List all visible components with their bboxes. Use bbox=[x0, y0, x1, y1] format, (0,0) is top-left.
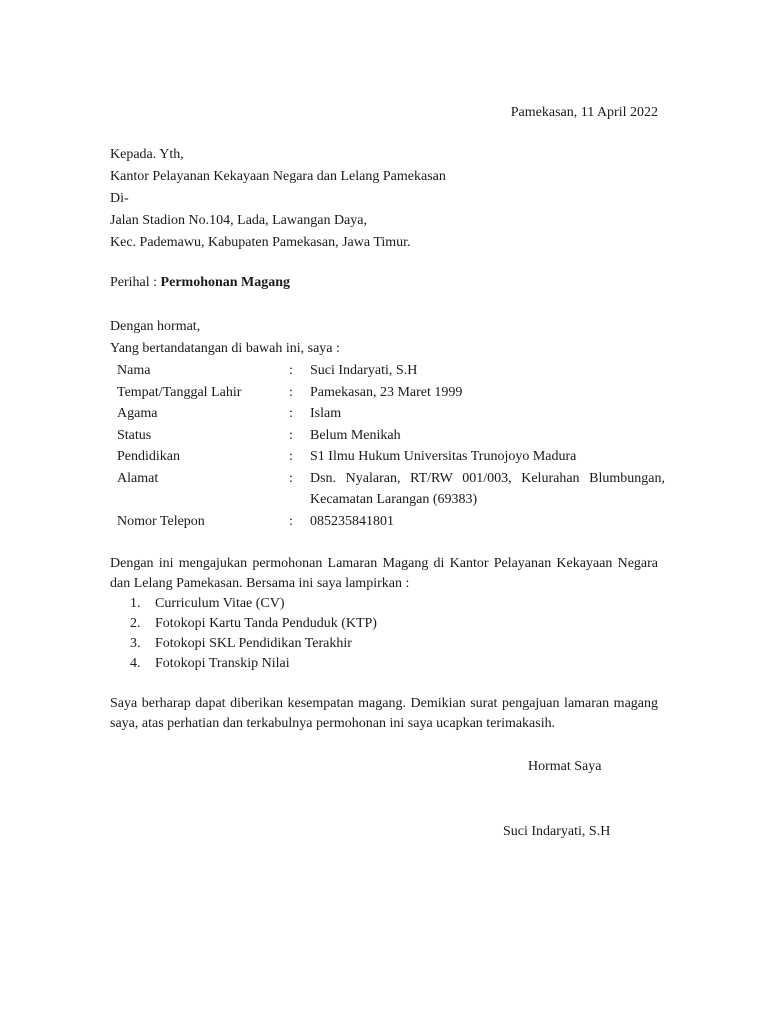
identity-row bbox=[113, 446, 665, 468]
identity-colon: : bbox=[289, 470, 293, 486]
identity-label: Status bbox=[117, 427, 152, 443]
list-item bbox=[130, 654, 377, 674]
identity-table bbox=[113, 360, 665, 532]
identity-colon: : bbox=[289, 427, 293, 443]
identity-value: 085235841801 bbox=[310, 513, 394, 529]
recipient-di: Di- bbox=[110, 191, 129, 206]
recipient-address-region: Kec. Pademawu, Kabupaten Pamekasan, Jawa Timur. bbox=[110, 235, 411, 250]
identity-value: Islam bbox=[310, 406, 342, 421]
list-item-number: 4. bbox=[130, 656, 141, 671]
application-paragraph: Dengan ini mengajukan permohonan Lamaran Magang di Kantor Pelayanan Kekayaan Negara dan Lelang Pamekasan. Bersama ini saya lampirkan : bbox=[110, 556, 658, 591]
identity-value: S1 Ilmu Hukum Universitas Trunojoyo Madura bbox=[310, 449, 577, 464]
list-item-text: Fotokopi Kartu Tanda Penduduk (KTP) bbox=[155, 616, 377, 631]
list-item bbox=[130, 594, 377, 614]
list-item bbox=[130, 634, 377, 654]
closing-paragraph: Saya berharap dapat diberikan kesempatan magang. Demikian surat pengajuan lamaran magang saya, atas perhatian dan terkabulnya permohonan ini saya ucapkan terimakasih. bbox=[110, 696, 658, 731]
subject-value: Permohonan Magang bbox=[160, 275, 291, 290]
list-item-text: Fotokopi Transkip Nilai bbox=[155, 656, 290, 671]
identity-colon: : bbox=[289, 513, 293, 529]
subject-line bbox=[110, 274, 290, 292]
identity-row bbox=[113, 360, 665, 382]
greeting: Dengan hormat, bbox=[110, 319, 201, 334]
identity-label: Agama bbox=[117, 406, 158, 421]
list-item-number: 2. bbox=[130, 616, 141, 631]
identity-value: Belum Menikah bbox=[310, 427, 401, 443]
list-item bbox=[130, 614, 377, 634]
intro-text: Yang bertandatangan di bawah ini, saya : bbox=[110, 341, 340, 356]
identity-row bbox=[113, 425, 665, 447]
identity-label: Tempat/Tanggal Lahir bbox=[117, 384, 242, 400]
signer-name: Suci Indaryati, S.H bbox=[503, 824, 611, 839]
identity-colon: : bbox=[289, 384, 293, 400]
identity-colon: : bbox=[289, 406, 293, 421]
identity-row bbox=[113, 468, 665, 511]
identity-label: Nama bbox=[117, 363, 151, 378]
list-item-text: Curriculum Vitae (CV) bbox=[155, 596, 285, 611]
recipient-office: Kantor Pelayanan Kekayaan Negara dan Lelang Pamekasan bbox=[110, 169, 446, 184]
identity-label: Alamat bbox=[117, 470, 159, 486]
recipient-address-street: Jalan Stadion No.104, Lada, Lawangan Daya, bbox=[110, 213, 367, 228]
list-item-text: Fotokopi SKL Pendidikan Terakhir bbox=[155, 636, 352, 651]
identity-row bbox=[113, 403, 665, 425]
subject-label: Perihal : bbox=[110, 275, 161, 290]
identity-row bbox=[113, 382, 665, 404]
identity-value: Pamekasan, 23 Maret 1999 bbox=[310, 384, 463, 400]
identity-colon: : bbox=[289, 363, 293, 378]
place-date: Pamekasan, 11 April 2022 bbox=[510, 105, 658, 120]
identity-row bbox=[113, 511, 665, 533]
identity-label: Nomor Telepon bbox=[117, 513, 205, 529]
identity-colon: : bbox=[289, 449, 293, 464]
closing-salutation: Hormat Saya bbox=[528, 759, 602, 774]
list-item-number: 3. bbox=[130, 636, 141, 651]
recipient-salutation: Kepada. Yth, bbox=[110, 147, 184, 162]
list-item-number: 1. bbox=[130, 596, 141, 611]
attachment-list bbox=[130, 594, 377, 674]
identity-value: Dsn. Nyalaran, RT/RW 001/003, Kelurahan Blumbungan, Kecamatan Larangan (69383) bbox=[310, 470, 665, 507]
recipient-block bbox=[110, 144, 446, 254]
identity-value: Suci Indaryati, S.H bbox=[310, 363, 418, 378]
identity-label: Pendidikan bbox=[117, 449, 180, 464]
